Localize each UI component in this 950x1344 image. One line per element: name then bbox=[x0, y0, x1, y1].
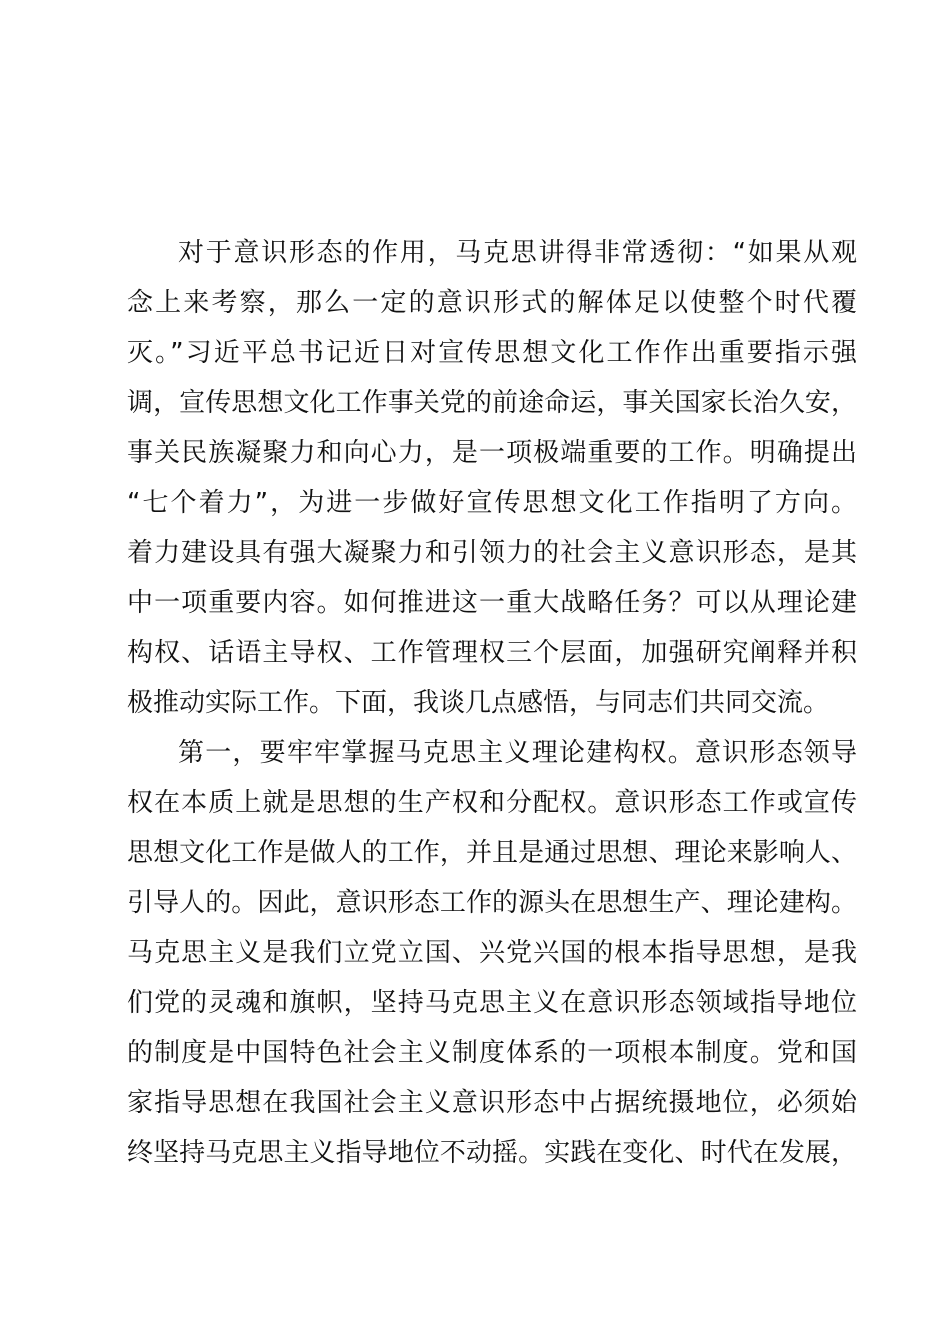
paragraph-1-line-2: 念上来考察，那么一定的意识形式的解体足以使整个时代覆 bbox=[127, 288, 857, 318]
paragraph-1-line-10: 极推动实际工作。下面，我谈几点感悟，与同志们共同交流。 bbox=[127, 688, 830, 718]
paragraph-2-line-7: 的制度是中国特色社会主义制度体系的一项根本制度。党和国 bbox=[127, 1038, 857, 1068]
paragraph-1-line-8: 中一项重要内容。如何推进这一重大战略任务？可以从理论建 bbox=[127, 588, 857, 618]
paragraph-1-line-5: 事关民族凝聚力和向心力，是一项极端重要的工作。明确提出 bbox=[127, 438, 857, 468]
paragraph-2-line-9: 终坚持马克思主义指导地位不动摇。实践在变化、时代在发展， bbox=[127, 1138, 857, 1168]
paragraph-2-line-6: 们党的灵魂和旗帜，坚持马克思主义在意识形态领域指导地位 bbox=[127, 988, 857, 1018]
paragraph-1-line-1: 对于意识形态的作用，马克思讲得非常透彻：“如果从观 bbox=[178, 238, 857, 268]
paragraph-1-line-9: 构权、话语主导权、工作管理权三个层面，加强研究阐释并积 bbox=[127, 638, 857, 668]
paragraph-2-line-8: 家指导思想在我国社会主义意识形态中占据统摄地位，必须始 bbox=[127, 1088, 857, 1118]
paragraph-1-line-3: 灭。”习近平总书记近日对宣传思想文化工作作出重要指示强 bbox=[127, 338, 857, 368]
paragraph-2-line-3: 思想文化工作是做人的工作，并且是通过思想、理论来影响人、 bbox=[127, 838, 857, 868]
paragraph-2-line-2: 权在本质上就是思想的生产权和分配权。意识形态工作或宣传 bbox=[127, 788, 857, 818]
paragraph-2-line-1: 第一，要牢牢掌握马克思主义理论建构权。意识形态领导 bbox=[178, 738, 857, 768]
paragraph-1-line-4: 调，宣传思想文化工作事关党的前途命运，事关国家长治久安， bbox=[127, 388, 857, 418]
paragraph-1-line-6: “七个着力”，为进一步做好宣传思想文化工作指明了方向。 bbox=[127, 488, 857, 518]
paragraph-1-line-7: 着力建设具有强大凝聚力和引领力的社会主义意识形态，是其 bbox=[127, 538, 857, 568]
paragraph-2-line-4: 引导人的。因此，意识形态工作的源头在思想生产、理论建构。 bbox=[127, 888, 857, 918]
paragraph-2-line-5: 马克思主义是我们立党立国、兴党兴国的根本指导思想，是我 bbox=[127, 938, 857, 968]
